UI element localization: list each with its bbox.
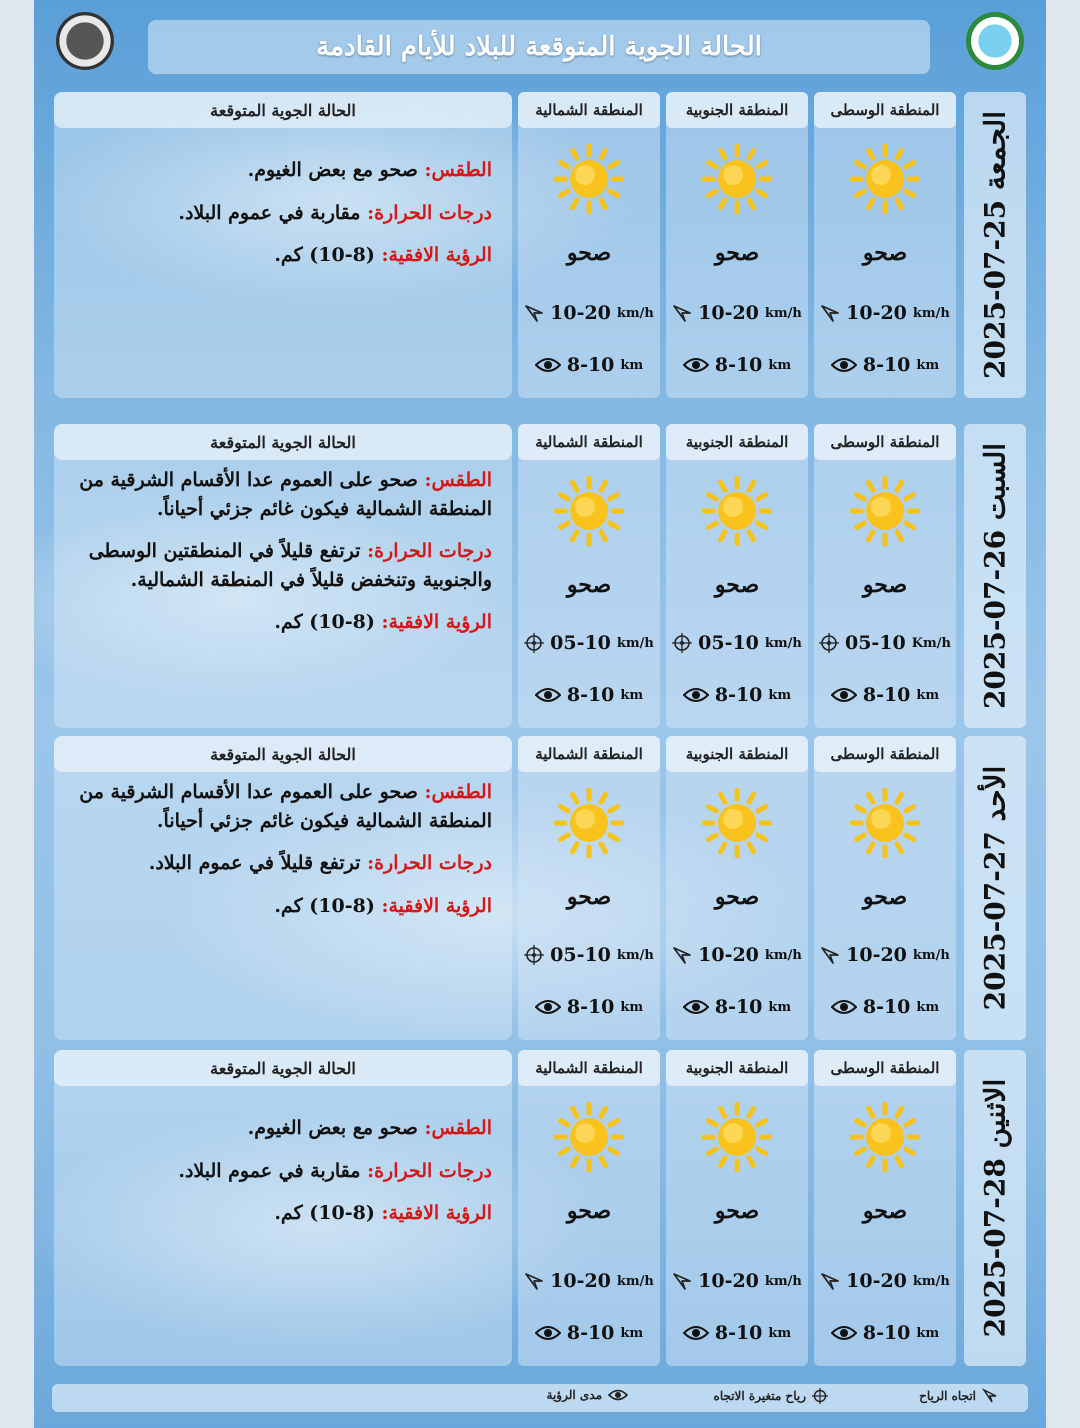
wind-speed-value: 10-20 (698, 944, 759, 966)
visibility-range (666, 1322, 808, 1344)
legend-wind-direction (919, 1388, 998, 1404)
region-name: المنطقة الجنوبية (666, 736, 808, 772)
wind-speed-unit: km/h (616, 947, 654, 963)
region-name: المنطقة الوسطى (814, 1050, 956, 1086)
day-forecast (50, 1050, 1032, 1366)
legend-variable-wind-label: رياح متغيرة الاتجاه (713, 1389, 806, 1403)
wind-speed-unit: km/h (764, 947, 802, 963)
region-card (518, 92, 660, 398)
panel-title: الحالة الجوية المتوقعة (54, 736, 512, 772)
variable-wind-icon (819, 633, 839, 653)
sunny-icon (850, 144, 920, 214)
wind-direction-arrow-icon (820, 945, 840, 965)
wind-speed-value: 10-20 (550, 302, 611, 324)
temperature-line-value: ترتفع قليلاً في عموم البلاد. (148, 852, 361, 874)
wind-speed (666, 632, 808, 654)
forecast-text (78, 778, 492, 934)
wind-speed-value: 10-20 (846, 302, 907, 324)
visibility-range (518, 684, 660, 706)
sunny-icon (850, 1102, 920, 1172)
legend-visibility-label: مدى الرؤية (546, 1388, 602, 1402)
date-column (964, 424, 1026, 728)
wind-direction-arrow-icon (820, 303, 840, 323)
wind-direction-arrow-icon (672, 1271, 692, 1291)
visibility-unit: km (768, 1325, 792, 1341)
weather-line-label: الطقس: (424, 469, 492, 491)
eye-icon (831, 356, 857, 374)
region-name: المنطقة الشمالية (518, 736, 660, 772)
weather-line (78, 466, 492, 523)
wind-direction-arrow-icon (672, 303, 692, 323)
wind-speed-unit: km/h (912, 1273, 950, 1289)
wind-speed-value: 10-20 (846, 944, 907, 966)
sunny-icon (554, 476, 624, 546)
region-name: المنطقة الشمالية (518, 1050, 660, 1086)
visibility-line-value: (8-10) كم. (274, 244, 375, 266)
visibility-range (518, 354, 660, 376)
wind-speed (518, 632, 660, 654)
condition-text: صحو (862, 240, 908, 266)
visibility-range (518, 1322, 660, 1344)
weather-line-value: صحو على العموم عدا الأقسام الشرقية من المنطقة الشمالية فيكون غائم جزئي أحياناً. (79, 781, 492, 832)
date-column (964, 736, 1026, 1040)
forecast-description-panel (54, 92, 512, 398)
date-label: الأحد 27-07-2025 (978, 765, 1012, 1011)
wind-speed-value: 05-10 (550, 944, 611, 966)
region-card (666, 424, 808, 728)
condition-text: صحو (714, 240, 760, 266)
visibility-unit: km (916, 1325, 940, 1341)
visibility-unit: km (620, 999, 644, 1015)
forecast-text (78, 1114, 492, 1242)
weather-line-label: الطقس: (424, 781, 492, 803)
page-title-text: الحالة الجوية المتوقعة للبلاد للأيام القادمة (316, 32, 762, 62)
wind-speed (518, 302, 660, 324)
temperature-line-value: مقاربة في عموم البلاد. (178, 1159, 361, 1182)
condition-text: صحو (714, 884, 760, 910)
region-card (518, 736, 660, 1040)
page-title (148, 20, 930, 74)
visibility-value: 8-10 (714, 996, 763, 1018)
visibility-range (814, 1322, 956, 1344)
temperature-line-label: درجات الحرارة: (367, 1159, 492, 1182)
date-label: الاثنين 28-07-2025 (978, 1078, 1012, 1338)
eye-icon (831, 1324, 857, 1342)
visibility-value: 8-10 (714, 684, 763, 706)
visibility-line (78, 892, 492, 921)
wind-speed-value: 10-20 (846, 1270, 907, 1292)
wind-speed-value: 05-10 (698, 632, 759, 654)
region-card (814, 736, 956, 1040)
eye-icon (535, 1324, 561, 1342)
condition-text: صحو (714, 1198, 760, 1224)
wind-speed-unit: km/h (764, 305, 802, 321)
temperature-line-value: ترتفع قليلاً في المنطقتين الوسطى والجنوبية وتنخفض قليلاً في المنطقة الشمالية. (88, 540, 492, 591)
visibility-value: 8-10 (714, 354, 763, 376)
sunny-icon (554, 788, 624, 858)
visibility-line (78, 241, 492, 270)
condition-text: صحو (862, 884, 908, 910)
visibility-value: 8-10 (566, 996, 615, 1018)
visibility-line-label: الرؤية الافقية: (381, 894, 492, 917)
visibility-value: 8-10 (862, 684, 911, 706)
variable-wind-icon (524, 633, 544, 653)
meteorology-authority-logo (966, 12, 1024, 70)
visibility-range (814, 996, 956, 1018)
visibility-value: 8-10 (862, 996, 911, 1018)
weather-line (78, 1114, 492, 1143)
wind-speed-unit: km/h (616, 305, 654, 321)
wind-speed (814, 632, 956, 654)
weather-line-label: الطقس: (424, 159, 492, 181)
sunny-icon (702, 1102, 772, 1172)
date-label: الجمعة 25-07-2025 (978, 111, 1012, 379)
wind-speed (814, 302, 956, 324)
visibility-unit: km (620, 357, 644, 373)
region-card (814, 424, 956, 728)
wind-direction-arrow-icon (672, 945, 692, 965)
region-card (518, 424, 660, 728)
day-forecast (50, 92, 1032, 398)
wind-speed (666, 1270, 808, 1292)
sunny-icon (554, 1102, 624, 1172)
visibility-range (814, 684, 956, 706)
forecast-description-panel (54, 736, 512, 1040)
temperature-line (78, 537, 492, 594)
eye-icon (831, 686, 857, 704)
temperature-line (78, 199, 492, 228)
visibility-range (666, 684, 808, 706)
visibility-value: 8-10 (862, 1322, 911, 1344)
region-card (814, 92, 956, 398)
temperature-line-label: درجات الحرارة: (367, 540, 492, 562)
region-name: المنطقة الجنوبية (666, 1050, 808, 1086)
temperature-line (78, 849, 492, 878)
day-forecast (50, 736, 1032, 1040)
visibility-line-value: (8-10) كم. (274, 1202, 375, 1224)
region-name: المنطقة الوسطى (814, 92, 956, 128)
wind-speed-unit: km/h (616, 635, 654, 651)
visibility-value: 8-10 (566, 1322, 615, 1344)
eye-icon (683, 1324, 709, 1342)
visibility-value: 8-10 (566, 684, 615, 706)
panel-title: الحالة الجوية المتوقعة (54, 92, 512, 128)
visibility-unit: km (916, 999, 940, 1015)
visibility-unit: km (620, 1325, 644, 1341)
sunny-icon (702, 788, 772, 858)
eye-icon (831, 998, 857, 1016)
condition-text: صحو (566, 1198, 612, 1224)
visibility-unit: km (916, 357, 940, 373)
region-card (666, 736, 808, 1040)
wind-speed (814, 944, 956, 966)
visibility-range (814, 354, 956, 376)
wind-speed (518, 1270, 660, 1292)
eye-icon (683, 356, 709, 374)
forecast-description-panel (54, 1050, 512, 1366)
weather-line (78, 778, 492, 835)
wind-speed-value: 05-10 (550, 632, 611, 654)
condition-text: صحو (714, 572, 760, 598)
sunny-icon (850, 788, 920, 858)
condition-text: صحو (566, 884, 612, 910)
variable-wind-icon (524, 945, 544, 965)
visibility-unit: km (916, 687, 940, 703)
wind-speed (518, 944, 660, 966)
region-name: المنطقة الشمالية (518, 424, 660, 460)
wind-speed-unit: km/h (912, 947, 950, 963)
condition-text: صحو (566, 572, 612, 598)
region-card (666, 92, 808, 398)
wind-speed (666, 302, 808, 324)
forecast-page (34, 0, 1046, 1428)
visibility-line-label: الرؤية الافقية: (381, 611, 492, 633)
condition-text: صحو (862, 1198, 908, 1224)
visibility-value: 8-10 (862, 354, 911, 376)
forecast-text (78, 156, 492, 284)
temperature-line-label: درجات الحرارة: (367, 201, 492, 224)
visibility-range (666, 996, 808, 1018)
wind-speed-unit: km/h (616, 1273, 654, 1289)
day-forecast (50, 424, 1032, 728)
eye-icon (683, 686, 709, 704)
visibility-line-value: (8-10) كم. (274, 611, 375, 633)
wind-speed-unit: Km/h (911, 635, 952, 651)
panel-title: الحالة الجوية المتوقعة (54, 1050, 512, 1086)
sunny-icon (554, 144, 624, 214)
wind-speed-value: 10-20 (698, 1270, 759, 1292)
region-name: المنطقة الشمالية (518, 92, 660, 128)
date-column (964, 92, 1026, 398)
condition-text: صحو (566, 240, 612, 266)
wind-direction-arrow-icon (820, 1271, 840, 1291)
eye-icon (535, 998, 561, 1016)
forecast-description-panel (54, 424, 512, 728)
weather-line-label: الطقس: (424, 1117, 492, 1139)
visibility-range (666, 354, 808, 376)
legend (52, 1384, 1028, 1412)
sunny-icon (702, 144, 772, 214)
condition-text: صحو (862, 572, 908, 598)
forecast-text (78, 466, 492, 651)
eye-icon (535, 356, 561, 374)
region-name: المنطقة الوسطى (814, 736, 956, 772)
sunny-icon (702, 476, 772, 546)
visibility-unit: km (768, 687, 792, 703)
region-card (666, 1050, 808, 1366)
visibility-line (78, 1199, 492, 1228)
wind-speed-unit: km/h (912, 305, 950, 321)
legend-wind-direction-label: اتجاه الرياح (919, 1389, 976, 1403)
eye-icon (608, 1388, 628, 1402)
date-column (964, 1050, 1026, 1366)
region-name: المنطقة الجنوبية (666, 424, 808, 460)
weather-line-value: صحو مع بعض الغيوم. (247, 1117, 418, 1139)
wind-speed (666, 944, 808, 966)
wind-speed (814, 1270, 956, 1292)
forecasting-department-logo (56, 12, 114, 70)
wind-direction-arrow-icon (524, 303, 544, 323)
visibility-line (78, 608, 492, 637)
visibility-value: 8-10 (566, 354, 615, 376)
visibility-line-label: الرؤية الافقية: (381, 1202, 492, 1224)
legend-visibility (547, 1388, 628, 1402)
weather-line (78, 156, 492, 185)
wind-speed-value: 05-10 (844, 632, 906, 654)
wind-speed-unit: km/h (764, 1273, 802, 1289)
visibility-unit: km (620, 687, 644, 703)
panel-title: الحالة الجوية المتوقعة (54, 424, 512, 460)
visibility-unit: km (768, 357, 792, 373)
temperature-line-label: درجات الحرارة: (367, 852, 492, 874)
wind-speed-value: 10-20 (698, 302, 759, 324)
legend-variable-wind (714, 1388, 828, 1404)
region-card (814, 1050, 956, 1366)
weather-line-value: صحو مع بعض الغيوم. (247, 159, 418, 181)
temperature-line-value: مقاربة في عموم البلاد. (178, 201, 361, 224)
temperature-line (78, 1157, 492, 1186)
region-card (518, 1050, 660, 1366)
date-label: السبت 26-07-2025 (978, 442, 1012, 710)
region-name: المنطقة الوسطى (814, 424, 956, 460)
visibility-range (518, 996, 660, 1018)
eye-icon (683, 998, 709, 1016)
weather-line-value: صحو على العموم عدا الأقسام الشرقية من المنطقة الشمالية فيكون غائم جزئي أحياناً. (79, 469, 492, 520)
wind-direction-arrow-icon (524, 1271, 544, 1291)
wind-direction-arrow-icon (982, 1388, 998, 1404)
visibility-unit: km (768, 999, 792, 1015)
visibility-line-value: (8-10) كم. (274, 894, 375, 917)
region-name: المنطقة الجنوبية (666, 92, 808, 128)
wind-speed-unit: km/h (764, 635, 802, 651)
sunny-icon (850, 476, 920, 546)
variable-wind-icon (672, 633, 692, 653)
visibility-line-label: الرؤية الافقية: (381, 244, 492, 266)
variable-wind-icon (812, 1388, 828, 1404)
wind-speed-value: 10-20 (550, 1270, 611, 1292)
visibility-value: 8-10 (714, 1322, 763, 1344)
eye-icon (535, 686, 561, 704)
